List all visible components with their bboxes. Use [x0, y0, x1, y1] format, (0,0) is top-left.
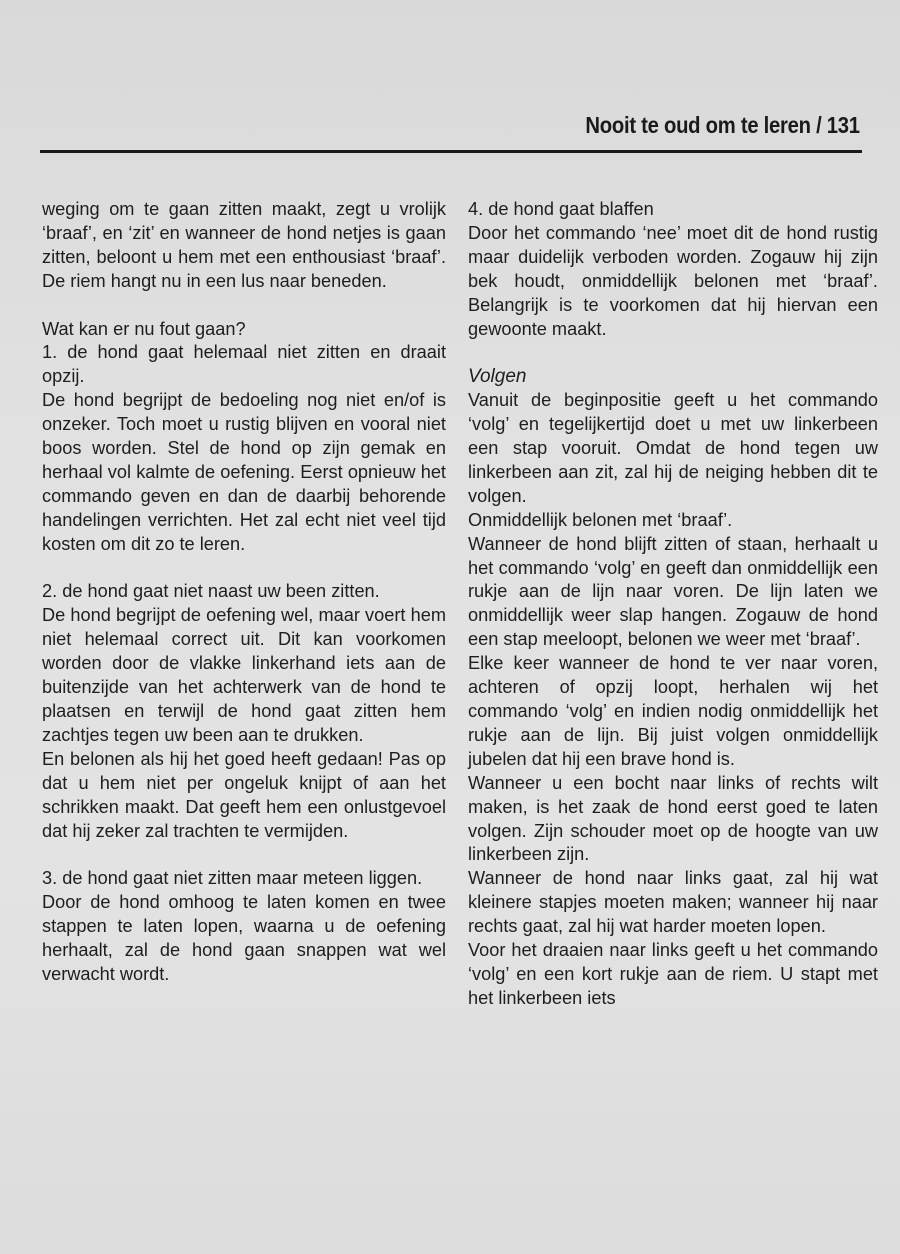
paragraph: Wanneer u een bocht naar links of rechts wilt maken, is het zaak de hond eerst goed te laten volgen. Zijn schouder moet op de hoogte van uw linkerbeen zijn.: [468, 772, 878, 865]
paragraph: Voor het draaien naar links geeft u het commando ‘volg’ en een kort rukje aan de riem. U stapt met het linkerbeen iets: [468, 940, 878, 1008]
paragraph: Vanuit de beginpositie geeft u het commando ‘volg’ en tegelijkertijd doet u met uw linkerbeen een stap vooruit. Omdat de hond tegen uw linkerbeen aan zit, zal hij de neiging hebben dit te volgen.: [468, 390, 878, 506]
list-item-heading: 1. de hond gaat helemaal niet zitten en draait opzij.: [42, 342, 446, 387]
paragraph: Onmiddellijk belonen met ‘braaf’.: [468, 509, 733, 530]
question-heading: Wat kan er nu fout gaan?: [42, 318, 246, 339]
paragraph: Wanneer de hond naar links gaat, zal hij wat kleinere stapjes moeten maken; wanneer hij naar rechts gaat, zal hij wat harder moeten lopen.: [468, 868, 878, 937]
list-item-heading: 3. de hond gaat niet zitten maar meteen liggen.: [42, 868, 423, 889]
right-column: [468, 198, 878, 1011]
section-heading: Volgen: [468, 366, 527, 388]
list-item-heading: 2. de hond gaat niet naast uw been zitten.: [42, 581, 380, 602]
header-rule: [40, 150, 862, 153]
list-item-heading: 4. de hond gaat blaffen: [468, 199, 654, 219]
running-header: Nooit te oud om te leren / 131: [585, 112, 860, 138]
paragraph: De hond begrijpt de bedoeling nog niet en/of is onzeker. Toch moet u rustig blijven en vooral niet boos worden. Stel de hond op zijn gemak en herhaal vol kalmte de oefening. Eerst opnieuw het commando geven en dan de daarbij behorende handelingen verrichten. Het zal echt niet veel tijd kosten om dit zo te leren.: [42, 390, 446, 554]
left-column: [42, 198, 446, 987]
paragraph: Door de hond omhoog te laten komen en twee stappen te laten lopen, waarna u de oefening herhaalt, zal de hond gaan snappen wat wel verwacht wordt.: [42, 892, 446, 984]
paragraph: Door het commando ‘nee’ moet dit de hond rustig maar duidelijk verboden worden. Zogauw hij zijn bek houdt, onmiddellijk belonen met ‘braaf’. Belangrijk is te voorkomen dat hij hiervan een gewoonte maakt.: [468, 222, 878, 339]
paragraph: En belonen als hij het goed heeft gedaan! Pas op dat u hem niet per ongeluk knijpt of aan het schrikken maakt. Dat geeft hem een onlustgevoel dat hij zeker zal trachten te vermijden.: [42, 748, 446, 841]
paragraph: De hond begrijpt de oefening wel, maar voert hem niet helemaal correct uit. Dit kan voorkomen worden door de vlakke linkerhand iets aan de buitenzijde van het achterwerk van de hond te plaatsen en terwijl de hond gaat zitten hem zachtjes tegen uw been aan te drukken.: [42, 605, 446, 745]
paragraph: weging om te gaan zitten maakt, zegt u vrolijk ‘braaf’, en ‘zit’ en wanneer de hond netjes is gaan zitten, beloont u hem met een enthousiast ‘braaf’. De riem hangt nu in een lus naar beneden.: [42, 199, 446, 291]
paragraph: Wanneer de hond blijft zitten of staan, herhaalt u het commando ‘volg’ en geeft dan onmiddellijk een rukje aan de lijn naar voren. De lijn laten we onmiddellijk weer slap hangen. Zogauw de hond een stap meeloopt, belonen we weer met ‘braaf’.: [468, 533, 878, 650]
paragraph: Elke keer wanneer de hond te ver naar voren, achteren of opzij loopt, herhalen wij het commando ‘volg’ en indien nodig onmiddellijk het rukje aan de lijn. Bij juist volgen onmiddellijk jubelen dat hij een brave hond is.: [468, 653, 878, 769]
